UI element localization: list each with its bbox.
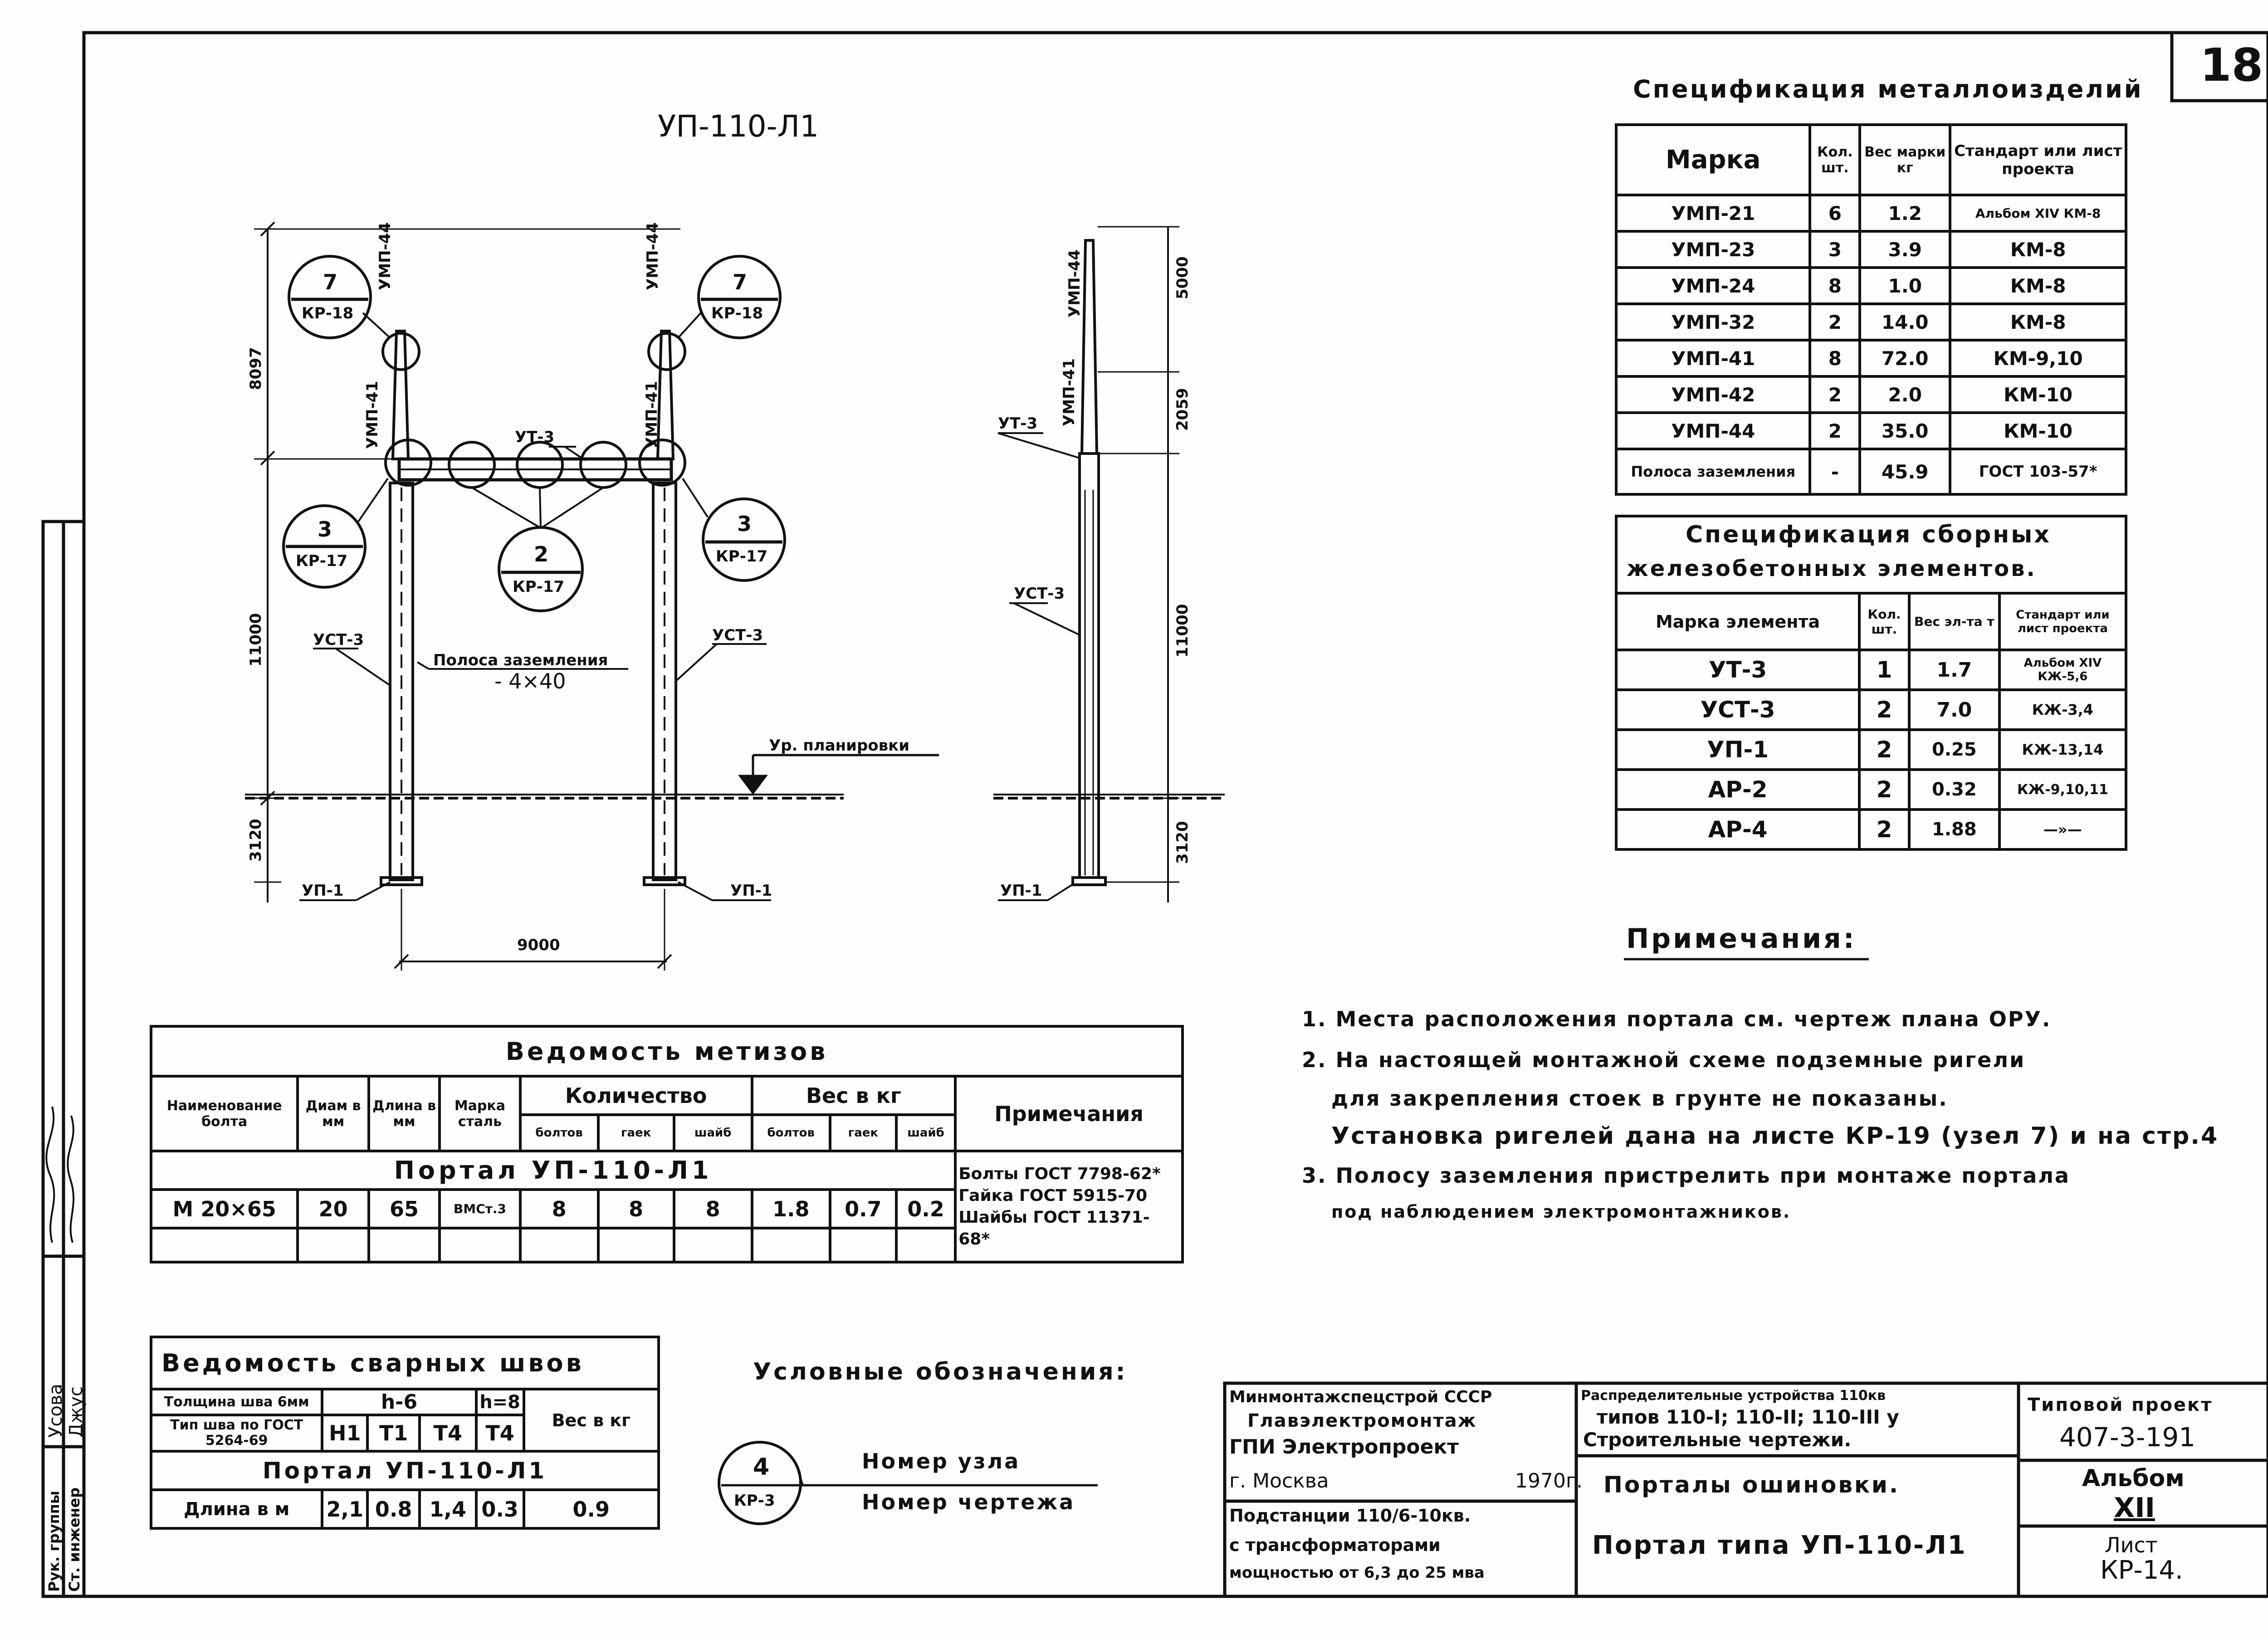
drawing-title: УП-110-Л1 bbox=[658, 109, 819, 144]
welds-cell: 0.9 bbox=[524, 1490, 659, 1528]
label-ust3-right: УСТ-3 bbox=[712, 626, 763, 644]
hardware-empty bbox=[752, 1228, 830, 1262]
legend-node-num: 4 bbox=[753, 1454, 770, 1481]
spec-concrete-cell: АР-2 bbox=[1616, 770, 1859, 810]
side-dim-11000: 11000 bbox=[1173, 604, 1192, 658]
spec-metal-h-weight: Вес марки кг bbox=[1860, 125, 1950, 195]
dim-8097: 8097 bbox=[247, 347, 265, 390]
hardware-h-notes: Примечания bbox=[955, 1076, 1183, 1151]
legend-node-label: Номер узла bbox=[862, 1449, 1021, 1473]
note-line-5: 3. Полосу заземления пристрелить при монтаже портала bbox=[1302, 1163, 2070, 1188]
spec-concrete-cell: Альбом XIV КЖ-5,6 bbox=[1999, 650, 2126, 690]
note-line-1: 1. Места расположения портала см. чертеж плана ОРУ. bbox=[1302, 1007, 2052, 1031]
hardware-title: Ведомость метизов bbox=[151, 1026, 1183, 1076]
welds-section: Портал УП-110-Л1 bbox=[151, 1451, 659, 1490]
spec-concrete-cell: 1.88 bbox=[1909, 810, 1999, 849]
label-ground-strip: Полоса заземления bbox=[433, 651, 608, 669]
welds-col: Т4 bbox=[476, 1415, 524, 1451]
spec-metal-cell: 8 bbox=[1810, 340, 1860, 376]
callout-7-right bbox=[699, 256, 780, 338]
spec-metal-cell: 2 bbox=[1810, 376, 1860, 413]
stamp-signatures bbox=[43, 1088, 84, 1252]
side-dim-2059: 2059 bbox=[1173, 388, 1192, 431]
tb-dev1: Распределительные устройства 110кв bbox=[1581, 1388, 1886, 1404]
legend-drawing-ref: КР-3 bbox=[734, 1492, 775, 1510]
spec-concrete-cell: 2 bbox=[1859, 730, 1909, 770]
welds-col: Т1 bbox=[367, 1415, 420, 1451]
spec-concrete-cell: 1.7 bbox=[1909, 650, 1999, 690]
tb-album: Альбом bbox=[2082, 1465, 2185, 1492]
hardware-cell: 8 bbox=[674, 1190, 752, 1228]
tb-sheet-label: Лист bbox=[2105, 1533, 2158, 1557]
hardware-gost-bolts: Болты ГОСТ 7798-62* bbox=[958, 1164, 1161, 1183]
spec-metal-cell: УМП-42 bbox=[1616, 376, 1810, 413]
spec-concrete-cell: 7.0 bbox=[1909, 690, 1999, 730]
hardware-h-qty: Количество bbox=[520, 1076, 752, 1115]
welds-col: Т4 bbox=[420, 1415, 476, 1451]
tb-sheet-num: КР-14. bbox=[2100, 1556, 2183, 1585]
spec-metal-cell: УМП-41 bbox=[1616, 340, 1810, 376]
callout-7-left-ref: КР-18 bbox=[302, 304, 354, 322]
spec-concrete-h-std: Стандарт или лист проекта bbox=[1999, 593, 2126, 650]
hardware-section: Портал УП-110-Л1 bbox=[151, 1151, 955, 1190]
hardware-sub: болтов bbox=[520, 1115, 598, 1151]
hardware-cell: ВМСт.3 bbox=[440, 1190, 520, 1228]
label-ust3-left: УСТ-3 bbox=[313, 631, 364, 649]
label-ump44-right: УМП-44 bbox=[644, 222, 662, 290]
welds-weight: Вес в кг bbox=[524, 1389, 659, 1451]
hardware-gost-nut: Гайка ГОСТ 5915-70 bbox=[958, 1186, 1148, 1205]
spec-metal-h-std: Стандарт или лист проекта bbox=[1950, 125, 2126, 195]
hardware-cell: М 20×65 bbox=[151, 1190, 298, 1228]
spec-concrete-cell: УСТ-3 bbox=[1616, 690, 1859, 730]
hardware-empty bbox=[440, 1228, 520, 1262]
tb-portals: Порталы ошиновки. bbox=[1603, 1472, 1900, 1498]
spec-metal-cell: УМП-24 bbox=[1616, 268, 1810, 304]
welds-thickness: Толщина шва 6мм bbox=[151, 1389, 322, 1415]
stamp-name-1: Усова bbox=[45, 1384, 66, 1438]
welds-cell: 0.8 bbox=[367, 1490, 420, 1528]
spec-metal-cell: КМ-8 bbox=[1950, 268, 2126, 304]
spec-metal-h-qty: Кол. шт. bbox=[1810, 125, 1860, 195]
spec-concrete-cell: 2 bbox=[1859, 810, 1909, 849]
hardware-cell: 1.8 bbox=[752, 1190, 830, 1228]
tb-org1: Минмонтажспецстрой СССР bbox=[1229, 1388, 1492, 1406]
hardware-sub: шайб bbox=[674, 1115, 752, 1151]
tb-tp-label: Типовой проект bbox=[2028, 1395, 2213, 1415]
spec-concrete-cell: УП-1 bbox=[1616, 730, 1859, 770]
callout-3-right-ref: КР-17 bbox=[716, 547, 768, 566]
hardware-cell: 20 bbox=[298, 1190, 368, 1228]
welds-title: Ведомость сварных швов bbox=[151, 1337, 659, 1389]
spec-metal-cell: КМ-10 bbox=[1950, 413, 2126, 449]
hardware-h-len: Длина в мм bbox=[369, 1076, 440, 1151]
legend-drawing-label: Номер чертежа bbox=[862, 1490, 1075, 1514]
spec-metal-cell: 2 bbox=[1810, 413, 1860, 449]
welds-cell: 0.3 bbox=[476, 1490, 524, 1528]
hardware-empty bbox=[298, 1228, 368, 1262]
side-label-ut3: УТ-3 bbox=[998, 415, 1038, 433]
spec-metal-cell: 2 bbox=[1810, 304, 1860, 340]
hardware-cell: 0.2 bbox=[896, 1190, 955, 1228]
hardware-cell: 65 bbox=[369, 1190, 440, 1228]
spec-metal-cell: КМ-10 bbox=[1950, 376, 2126, 413]
spec-concrete-table bbox=[1615, 592, 2127, 851]
note-line-4: Установка ригелей дана на листе КР-19 (узел 7) и на стр.4 bbox=[1331, 1122, 2219, 1150]
tb-portal-type: Портал типа УП-110-Л1 bbox=[1592, 1531, 1967, 1560]
hardware-sub: шайб bbox=[896, 1115, 955, 1151]
hardware-empty bbox=[151, 1228, 298, 1262]
callout-7-left-num: 7 bbox=[323, 270, 338, 294]
spec-metal-cell: 14.0 bbox=[1860, 304, 1950, 340]
side-label-ump44: УМП-44 bbox=[1066, 249, 1084, 317]
side-label-up1: УП-1 bbox=[1000, 882, 1042, 900]
label-grade-level: Ур. планировки bbox=[769, 737, 910, 755]
spec-concrete-cell: 2 bbox=[1859, 690, 1909, 730]
spec-metal-cell: ГОСТ 103-57* bbox=[1950, 449, 2126, 494]
spec-concrete-h-weight: Вес эл-та т bbox=[1909, 593, 1999, 650]
hardware-cell: 0.7 bbox=[830, 1190, 896, 1228]
welds-type: Тип шва по ГОСТ 5264-69 bbox=[151, 1415, 322, 1451]
hardware-h-weight: Вес в кг bbox=[752, 1076, 956, 1115]
spec-metal-cell: КМ-9,10 bbox=[1950, 340, 2126, 376]
callout-3-left-ref: КР-17 bbox=[296, 552, 348, 570]
hardware-sub: болтов bbox=[752, 1115, 830, 1151]
hardware-sub: гаек bbox=[598, 1115, 674, 1151]
spec-concrete-cell: УТ-3 bbox=[1616, 650, 1859, 690]
note-line-3: для закрепления стоек в грунте не показаны. bbox=[1331, 1086, 1948, 1111]
side-column-ust3 bbox=[1080, 454, 1099, 878]
spec-metal-title: Спецификация металлоизделий bbox=[1633, 75, 2143, 103]
spec-metal-cell: Полоса заземления bbox=[1616, 449, 1810, 494]
hardware-h-name: Наименование болта bbox=[151, 1076, 298, 1151]
welds-col: Н1 bbox=[322, 1415, 367, 1451]
spec-metal-cell: УМП-44 bbox=[1616, 413, 1810, 449]
dim-3120: 3120 bbox=[247, 819, 265, 862]
welds-row-label: Длина в м bbox=[151, 1490, 322, 1528]
tb-dev3: Строительные чертежи. bbox=[1583, 1429, 1852, 1451]
welds-cell: 2,1 bbox=[322, 1490, 367, 1528]
dim-11000: 11000 bbox=[247, 613, 265, 667]
tb-year: 1970г. bbox=[1515, 1469, 1583, 1493]
stamp-name-2: Джус bbox=[66, 1386, 87, 1438]
tb-tp-num: 407-3-191 bbox=[2059, 1422, 2196, 1453]
spec-metal-cell: 72.0 bbox=[1860, 340, 1950, 376]
hardware-h-diam: Диам в мм bbox=[298, 1076, 368, 1151]
hardware-empty bbox=[369, 1228, 440, 1262]
spec-metal-h-mark: Марка bbox=[1616, 125, 1810, 195]
callout-7-right-num: 7 bbox=[733, 270, 748, 294]
spec-concrete-title-1: Спецификация сборных bbox=[1686, 521, 2051, 548]
notes-heading: Примечания: bbox=[1626, 923, 1857, 955]
hardware-gost-washers: Шайбы ГОСТ 11371-68* bbox=[958, 1208, 1150, 1249]
stamp-role-2: Ст. инженер bbox=[66, 1487, 83, 1592]
spec-concrete-cell: АР-4 bbox=[1616, 810, 1859, 849]
spec-metal-cell: - bbox=[1810, 449, 1860, 494]
label-up1-right: УП-1 bbox=[730, 882, 772, 900]
spec-concrete-cell: 0.25 bbox=[1909, 730, 1999, 770]
callout-2-ref: КР-17 bbox=[513, 578, 565, 596]
hardware-h-steel: Марка сталь bbox=[440, 1076, 520, 1151]
label-ump41-left: УМП-41 bbox=[363, 381, 381, 449]
spec-concrete-cell: 1 bbox=[1859, 650, 1909, 690]
callout-3-left-num: 3 bbox=[318, 517, 332, 541]
hardware-empty bbox=[598, 1228, 674, 1262]
tb-dev2: типов 110-I; 110-II; 110-III у bbox=[1597, 1406, 1899, 1428]
callout-3-right-num: 3 bbox=[737, 512, 752, 536]
label-ump41-right: УМП-41 bbox=[643, 381, 661, 449]
spec-metal-cell: 8 bbox=[1810, 268, 1860, 304]
callout-7-left bbox=[289, 256, 371, 338]
hardware-table bbox=[150, 1025, 1184, 1263]
hardware-empty bbox=[674, 1228, 752, 1262]
spec-metal-cell: 3.9 bbox=[1860, 231, 1950, 268]
label-up1-left: УП-1 bbox=[302, 882, 344, 900]
label-ground-strip-size: - 4×40 bbox=[494, 669, 566, 693]
sheet-number: 18 bbox=[2200, 39, 2263, 92]
spec-metal-cell: 1.2 bbox=[1860, 195, 1950, 231]
spec-concrete-cell: 2 bbox=[1859, 770, 1909, 810]
hardware-gost bbox=[955, 1151, 1183, 1262]
callout-7-right-ref: КР-18 bbox=[711, 304, 763, 322]
label-ut3: УТ-3 bbox=[515, 428, 555, 446]
spec-metal-cell: УМП-23 bbox=[1616, 231, 1810, 268]
dim-9000: 9000 bbox=[517, 936, 560, 954]
welds-h8: h=8 bbox=[476, 1389, 524, 1415]
hardware-empty bbox=[830, 1228, 896, 1262]
spec-concrete-title-box bbox=[1615, 515, 2127, 592]
spec-metal-cell: КМ-8 bbox=[1950, 231, 2126, 268]
tb-org3: ГПИ Электропроект bbox=[1229, 1435, 1459, 1458]
callout-3-right bbox=[703, 499, 785, 580]
side-dim-3120: 3120 bbox=[1173, 821, 1192, 864]
tb-org2: Главэлектромонтаж bbox=[1247, 1410, 1477, 1431]
side-label-ust3: УСТ-3 bbox=[1014, 585, 1065, 603]
callout-2-center bbox=[499, 527, 582, 611]
tb-city: г. Москва bbox=[1229, 1469, 1329, 1493]
spec-metal-cell: 35.0 bbox=[1860, 413, 1950, 449]
spec-metal-cell: Альбом XIV КМ-8 bbox=[1950, 195, 2126, 231]
tb-sub3: мощностью от 6,3 до 25 мва bbox=[1229, 1564, 1485, 1582]
spec-metal-table bbox=[1615, 123, 2127, 496]
label-ump44-left: УМП-44 bbox=[376, 222, 394, 290]
spec-metal-cell: 2.0 bbox=[1860, 376, 1950, 413]
hardware-empty bbox=[520, 1228, 598, 1262]
tb-sub2: с трансформаторами bbox=[1229, 1535, 1441, 1555]
spec-concrete-cell: КЖ-13,14 bbox=[1999, 730, 2126, 770]
legend-title: Условные обозначения: bbox=[753, 1358, 1128, 1385]
callout-2-num: 2 bbox=[534, 542, 549, 566]
welds-cell: 1,4 bbox=[420, 1490, 476, 1528]
note-line-2: 2. На настоящей монтажной схеме подземные ригели bbox=[1302, 1048, 2026, 1072]
stamp-role-1: Рук. группы bbox=[45, 1491, 63, 1592]
spec-metal-cell: УМП-32 bbox=[1616, 304, 1810, 340]
side-dim-5000: 5000 bbox=[1173, 256, 1192, 299]
spec-concrete-title-2: железобетонных элементов. bbox=[1627, 556, 2037, 581]
spec-metal-cell: КМ-8 bbox=[1950, 304, 2126, 340]
spec-concrete-cell: КЖ-9,10,11 bbox=[1999, 770, 2126, 810]
spec-metal-cell: 6 bbox=[1810, 195, 1860, 231]
side-foundation-up1 bbox=[1073, 878, 1105, 885]
hardware-cell: 8 bbox=[520, 1190, 598, 1228]
tb-album-num: XII bbox=[2114, 1492, 2155, 1524]
spec-metal-cell: 1.0 bbox=[1860, 268, 1950, 304]
hardware-sub: гаек bbox=[830, 1115, 896, 1151]
spec-concrete-h-mark: Марка элемента bbox=[1616, 593, 1859, 650]
welds-h6: h-6 bbox=[322, 1389, 476, 1415]
hardware-cell: 8 bbox=[598, 1190, 674, 1228]
spec-concrete-cell: —»— bbox=[1999, 810, 2126, 849]
welds-table bbox=[150, 1336, 660, 1530]
spec-metal-cell: УМП-21 bbox=[1616, 195, 1810, 231]
tb-sub1: Подстанции 110/6-10кв. bbox=[1229, 1506, 1471, 1526]
side-top-ump44 bbox=[1082, 240, 1097, 454]
note-line-6: под наблюдением электромонтажников. bbox=[1331, 1202, 1791, 1222]
hardware-empty bbox=[896, 1228, 955, 1262]
side-label-ump41: УМП-41 bbox=[1060, 358, 1078, 426]
spec-concrete-cell: 0.32 bbox=[1909, 770, 1999, 810]
spec-concrete-h-qty: Кол. шт. bbox=[1859, 593, 1909, 650]
spec-metal-cell: 45.9 bbox=[1860, 449, 1950, 494]
spec-concrete-cell: КЖ-3,4 bbox=[1999, 690, 2126, 730]
spec-metal-cell: 3 bbox=[1810, 231, 1860, 268]
